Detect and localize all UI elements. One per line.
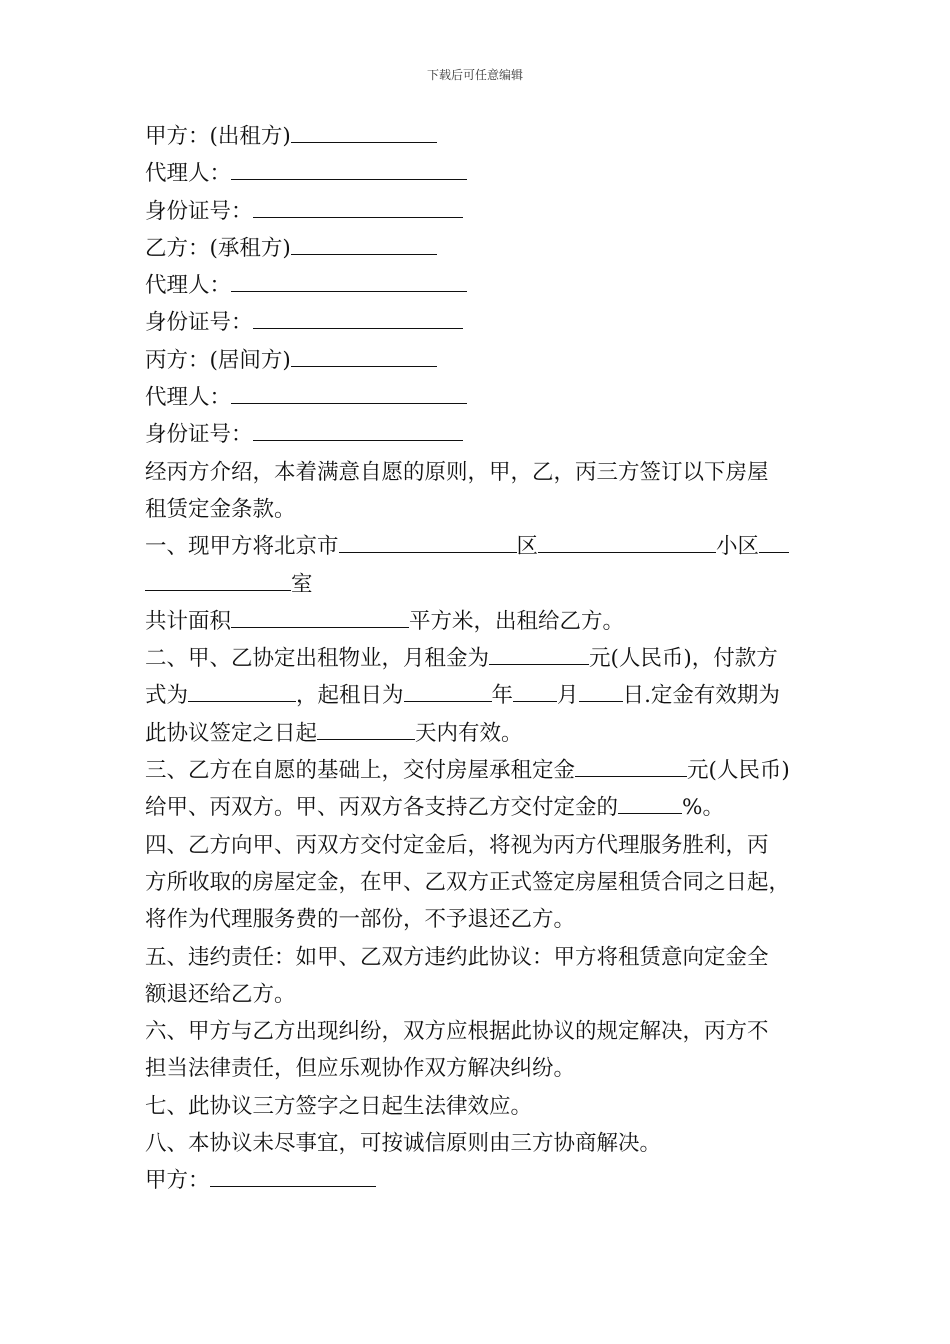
signature-party-a-blank[interactable] — [210, 1164, 376, 1187]
start-day-blank[interactable] — [579, 679, 623, 702]
clause-2-text-f: 月 — [557, 683, 579, 709]
party-b-id-line — [145, 304, 810, 341]
clause-1-text-f: 平方米，出租给乙方。 — [409, 608, 625, 634]
party-b-id-blank[interactable] — [253, 306, 463, 329]
clause-5-line-1: 五、违约责任：如甲、乙双方违约此协议：甲方将租赁意向定金全 — [145, 944, 769, 970]
party-c-agent-label: 代理人： — [145, 385, 232, 411]
clause-4-line-3: 将作为代理服务费的一部份，不予退还乙方。 — [145, 907, 576, 933]
clause-1-text-a: 一、现甲方将北京市 — [145, 534, 339, 560]
clause-2-line-3 — [145, 715, 810, 752]
intro-line-2: 租赁定金条款。 — [145, 496, 296, 522]
valid-days-blank[interactable] — [317, 717, 415, 740]
party-a-agent-label: 代理人： — [145, 161, 232, 187]
party-a-agent-blank[interactable] — [231, 157, 467, 180]
clause-1-text-e: 共计面积 — [145, 608, 232, 634]
clause-2-text-c: 式为 — [145, 683, 189, 709]
party-b-id-label: 身份证号： — [145, 310, 253, 336]
clause-3-text-b: 元(人民币) — [687, 758, 790, 784]
start-year-blank[interactable] — [404, 679, 492, 702]
party-a-id-blank[interactable] — [253, 195, 463, 218]
clause-3-line-1 — [145, 752, 810, 789]
party-c-label: 丙方：(居间方) — [145, 347, 291, 373]
clause-1-line-3 — [145, 603, 810, 640]
monthly-rent-blank[interactable] — [489, 642, 589, 665]
party-c-id-line — [145, 416, 810, 453]
party-c-blank[interactable] — [291, 344, 437, 367]
start-month-blank[interactable] — [513, 679, 557, 702]
clause-7-line-1: 七、此协议三方签字之日起生法律效应。 — [145, 1093, 533, 1119]
payment-method-blank[interactable] — [188, 679, 296, 702]
community-blank[interactable] — [538, 530, 716, 553]
clause-1-text-c: 小区 — [716, 534, 760, 560]
clause-3-line-2 — [145, 789, 810, 826]
clause-4-line-1: 四、乙方向甲、丙双方交付定金后，将视为丙方代理服务胜利，丙 — [145, 832, 769, 858]
clause-1-line-1 — [145, 528, 810, 565]
clause-2-text-i: 天内有效。 — [415, 720, 523, 746]
party-a-id-label: 身份证号： — [145, 198, 253, 224]
party-a-blank[interactable] — [291, 120, 437, 143]
party-b-agent-blank[interactable] — [231, 269, 467, 292]
party-b-agent-line — [145, 267, 810, 304]
clause-2-text-a: 二、甲、乙协定出租物业，月租金为 — [145, 646, 490, 672]
party-a-line — [145, 118, 810, 155]
party-b-blank[interactable] — [291, 232, 437, 255]
deposit-percent-blank[interactable] — [618, 791, 682, 814]
clause-2-line-2 — [145, 677, 810, 714]
signature-party-a-label: 甲方： — [145, 1168, 210, 1194]
party-b-label: 乙方：(承租方) — [145, 235, 291, 261]
clause-4-line-2: 方所收取的房屋定金，在甲、乙双方正式签定房屋租赁合同之日起， — [145, 869, 791, 895]
party-c-agent-line — [145, 379, 810, 416]
clause-1-text-d: 室 — [291, 571, 313, 597]
contract-body — [145, 118, 810, 1200]
party-b-agent-label: 代理人： — [145, 273, 232, 299]
deposit-amount-blank[interactable] — [575, 754, 687, 777]
area-blank[interactable] — [231, 605, 409, 628]
party-c-line — [145, 342, 810, 379]
clause-2-text-d: ，起租日为 — [296, 683, 404, 709]
clause-2-text-g: 日.定金有效期为 — [622, 683, 780, 709]
party-a-label: 甲方：(出租方) — [145, 124, 291, 149]
clause-3-text-c: 给甲、丙双方。甲、丙双方各支持乙方交付定金的 — [145, 795, 619, 821]
clause-1-text-b: 区 — [516, 534, 539, 560]
party-c-id-label: 身份证号： — [145, 422, 253, 448]
room-blank[interactable] — [145, 568, 291, 591]
clause-2-line-1 — [145, 640, 810, 677]
building-blank-1[interactable] — [759, 530, 789, 553]
party-b-line — [145, 230, 810, 267]
party-c-id-blank[interactable] — [253, 418, 463, 441]
intro-line-1: 经丙方介绍，本着满意自愿的原则，甲，乙，丙三方签订以下房屋 — [145, 459, 769, 485]
clause-3-text-d: %。 — [682, 795, 724, 821]
clause-8-line-1: 八、本协议未尽事宜，可按诚信原则由三方协商解决。 — [145, 1131, 662, 1157]
clause-2-text-b: 元(人民币)，付款方 — [589, 646, 778, 672]
clause-3-text-a: 三、乙方在自愿的基础上，交付房屋承租定金 — [145, 758, 576, 784]
clause-6-line-2: 担当法律责任，但应乐观协作双方解决纠纷。 — [145, 1056, 576, 1082]
signature-party-a-line — [145, 1162, 810, 1199]
party-c-agent-blank[interactable] — [231, 381, 467, 404]
clause-5-line-2: 额退还给乙方。 — [145, 981, 296, 1007]
party-a-id-line — [145, 193, 810, 230]
clause-2-text-e: 年 — [491, 683, 514, 709]
header-note: 下载后可任意编辑 — [426, 68, 523, 82]
clause-6-line-1: 六、甲方与乙方出现纠纷，双方应根据此协议的规定解决，丙方不 — [145, 1019, 769, 1045]
clause-2-text-h: 此协议签定之日起 — [145, 720, 318, 746]
clause-1-line-2 — [145, 566, 810, 603]
district-blank[interactable] — [339, 530, 517, 553]
party-a-agent-line — [145, 155, 810, 192]
